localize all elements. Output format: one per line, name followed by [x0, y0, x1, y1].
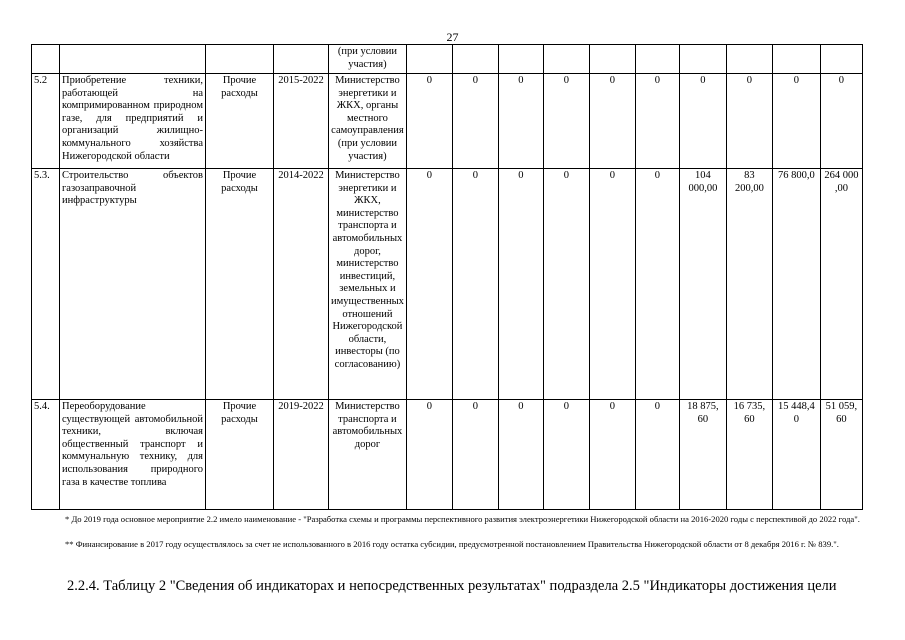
- value-cell: 0: [498, 74, 543, 169]
- value-cell: [452, 45, 498, 74]
- measure-name: Переоборудование существующей автомобильной техники, включая общественный транспорт и коммунальную технику, для использования природного газа в качестве топлива: [60, 400, 206, 510]
- value-cell: 0: [498, 400, 543, 510]
- years-cell: 2014-2022: [274, 169, 329, 400]
- row-number: 5.2: [32, 74, 60, 169]
- value-cell: 0: [635, 400, 679, 510]
- page-number: 27: [446, 30, 459, 44]
- value-cell: 264 000 ,00: [820, 169, 862, 400]
- value-cell: 16 735, 60: [726, 400, 772, 510]
- value-cell: 83 200,00: [726, 169, 772, 400]
- value-cell: [635, 45, 679, 74]
- value-cell: 0: [635, 74, 679, 169]
- executor-cell: (при условии участия): [329, 45, 407, 74]
- table-row: [32, 74, 863, 169]
- value-cell: 0: [406, 169, 452, 400]
- expense-type: Прочие расходы: [206, 74, 274, 169]
- table-row: [32, 169, 863, 400]
- value-cell: 0: [679, 74, 726, 169]
- expense-type: [206, 45, 274, 74]
- table-row: [32, 45, 863, 74]
- value-cell: 0: [406, 74, 452, 169]
- measures-table: [31, 44, 863, 510]
- footnote-2: ** Финансирование в 2017 году осуществлялось за счет не использованного в 2016 году остатка субсидии, предусмотренной постановлением Правительства Нижегородской области от 8 декабря 2016 г. № 839.".: [65, 539, 839, 549]
- years-cell: 2015-2022: [274, 74, 329, 169]
- value-cell: [589, 45, 635, 74]
- value-cell: 0: [589, 400, 635, 510]
- value-cell: [772, 45, 820, 74]
- table-row: [32, 400, 863, 510]
- value-cell: [498, 45, 543, 74]
- value-cell: 0: [498, 169, 543, 400]
- executor-cell: Министерство энергетики и ЖКХ, органы местного самоуправления (при условии участия): [329, 74, 407, 169]
- value-cell: 0: [406, 400, 452, 510]
- measure-name: Строительство объектов газозаправочной инфраструктуры: [60, 169, 206, 400]
- measure-name: [60, 45, 206, 74]
- years-cell: 2019-2022: [274, 400, 329, 510]
- value-cell: [679, 45, 726, 74]
- row-number: 5.4.: [32, 400, 60, 510]
- value-cell: [820, 45, 862, 74]
- value-cell: 0: [820, 74, 862, 169]
- value-cell: [543, 45, 589, 74]
- value-cell: 76 800,0: [772, 169, 820, 400]
- value-cell: 15 448,4 0: [772, 400, 820, 510]
- footnote-1: * До 2019 года основное мероприятие 2.2 имело наименование - "Разработка схемы и программы перспективного развития электроэнергетики Нижегородской области на 2016-2020 годы с перспективой до 2022 года".: [65, 514, 860, 524]
- value-cell: 0: [726, 74, 772, 169]
- row-number: 5.3.: [32, 169, 60, 400]
- value-cell: 18 875, 60: [679, 400, 726, 510]
- value-cell: 0: [452, 400, 498, 510]
- value-cell: [406, 45, 452, 74]
- value-cell: 0: [543, 400, 589, 510]
- value-cell: 0: [635, 169, 679, 400]
- value-cell: 0: [452, 74, 498, 169]
- measure-name: Приобретение техники, работающей на компримированном природном газе, для предприятий и организаций жилищно-коммунального хозяйства Нижегородской области: [60, 74, 206, 169]
- value-cell: 0: [589, 169, 635, 400]
- section-text: 2.2.4. Таблицу 2 "Сведения об индикаторах и непосредственных результатах" подраздела 2.5 "Индикаторы достижения цели: [67, 578, 837, 594]
- value-cell: 0: [543, 169, 589, 400]
- years-cell: [274, 45, 329, 74]
- row-number: [32, 45, 60, 74]
- value-cell: 0: [543, 74, 589, 169]
- value-cell: 51 059, 60: [820, 400, 862, 510]
- expense-type: Прочие расходы: [206, 400, 274, 510]
- expense-type: Прочие расходы: [206, 169, 274, 400]
- value-cell: 0: [772, 74, 820, 169]
- executor-cell: Министерство энергетики и ЖКХ, министерство транспорта и автомобильных дорог, министерство инвестиций, земельных и имущественных отношений Нижегородской области, инвесторы (по согласованию): [329, 169, 407, 400]
- value-cell: 0: [589, 74, 635, 169]
- value-cell: 104 000,00: [679, 169, 726, 400]
- executor-cell: Министерство транспорта и автомобильных дорог: [329, 400, 407, 510]
- value-cell: [726, 45, 772, 74]
- value-cell: 0: [452, 169, 498, 400]
